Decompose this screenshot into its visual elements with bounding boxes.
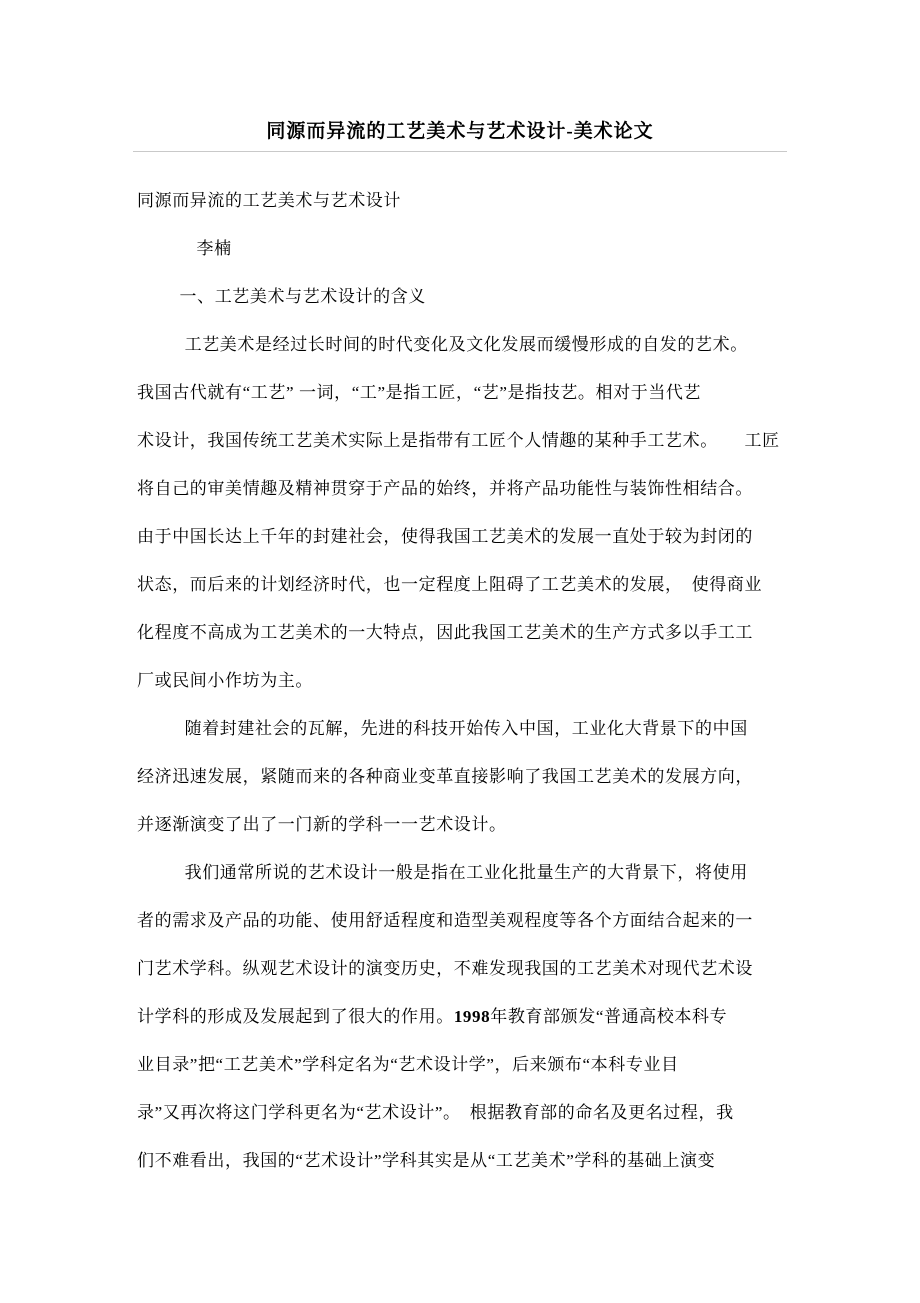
text-line xyxy=(137,897,783,945)
document-body xyxy=(137,177,783,1185)
text-line xyxy=(137,657,783,705)
text-run: 经济迅速发展，紧随而来的各种商业变革直接影响了我国工艺美术的发展方向， xyxy=(137,767,753,786)
text-line xyxy=(137,225,783,273)
text-line xyxy=(137,273,783,321)
text-line xyxy=(137,513,783,561)
text-line xyxy=(137,801,783,849)
text-run: 我国古代就有“工艺” 一词，“工”是指工匠，“艺”是指技艺。相对于当代艺 xyxy=(137,383,702,402)
document-title: 同源而异流的工艺美术与艺术设计-美术论文 xyxy=(266,121,654,142)
bold-text-run: 1998 xyxy=(453,1007,491,1026)
text-run: 同源而异流的工艺美术与艺术设计 xyxy=(137,191,401,210)
title-divider xyxy=(133,151,787,152)
text-line xyxy=(137,753,783,801)
text-run: 业目录”把“工艺美术”学科定名为“艺术设计学”，后来颁布“本科专业目 xyxy=(137,1055,679,1074)
text-line xyxy=(137,609,783,657)
text-run: 门艺术学科。纵观艺术设计的演变历史，不难发现我国的工艺美术对现代艺术设 xyxy=(137,959,753,978)
text-run: 并逐渐演变了出了一门新的学科一一艺术设计。 xyxy=(137,815,507,834)
text-line xyxy=(137,561,783,609)
text-line xyxy=(137,993,783,1041)
text-run: 们不难看出，我国的“艺术设计”学科其实是从“工艺美术”学科的基础上演变 xyxy=(137,1151,716,1170)
text-run: 化程度不高成为工艺美术的一大特点，因此我国工艺美术的生产方式多以手工工 xyxy=(137,623,753,642)
text-run: 由于中国长达上千年的封建社会，使得我国工艺美术的发展一直处于较为封闭的 xyxy=(137,527,753,546)
text-run: 年教育部颁发“普通高校本科专 xyxy=(490,1007,728,1026)
text-run: 李楠 xyxy=(196,239,232,258)
text-line xyxy=(137,945,783,993)
text-run: 厂或民间小作坊为主。 xyxy=(137,671,313,690)
text-line xyxy=(137,417,783,465)
text-run: 状态，而后来的计划经济时代，也一定程度上阻碍了工艺美术的发展， 使得商业 xyxy=(137,575,763,594)
text-line xyxy=(137,321,783,369)
text-line xyxy=(137,849,783,897)
text-run: 者的需求及产品的功能、使用舒适程度和造型美观程度等各个方面结合起来的一 xyxy=(137,911,753,930)
text-run: 计学科的形成及发展起到了很大的作用。 xyxy=(137,1007,454,1026)
text-run: 将自己的审美情趣及精神贯穿于产品的始终，并将产品功能性与装饰性相结合。 xyxy=(137,479,753,498)
text-run: 术设计，我国传统工艺美术实际上是指带有工匠个人情趣的某种手工艺术。 工匠 xyxy=(137,431,780,450)
text-run: 录”又再次将这门学科更名为“艺术设计”。 根据教育部的命名及更名过程，我 xyxy=(137,1103,734,1122)
text-line xyxy=(137,465,783,513)
text-run: 工艺美术是经过长时间的时代变化及文化发展而缓慢形成的自发的艺术。 xyxy=(184,335,748,354)
text-line xyxy=(137,1089,783,1137)
text-line xyxy=(137,369,783,417)
text-run: 我们通常所说的艺术设计一般是指在工业化批量生产的大背景下，将使用 xyxy=(184,863,748,882)
text-line xyxy=(137,1041,783,1089)
text-run: 一、工艺美术与艺术设计的含义 xyxy=(179,287,426,306)
text-line xyxy=(137,1137,783,1185)
text-line xyxy=(137,705,783,753)
text-run: 随着封建社会的瓦解，先进的科技开始传入中国，工业化大背景下的中国 xyxy=(184,719,748,738)
text-line xyxy=(137,177,783,225)
